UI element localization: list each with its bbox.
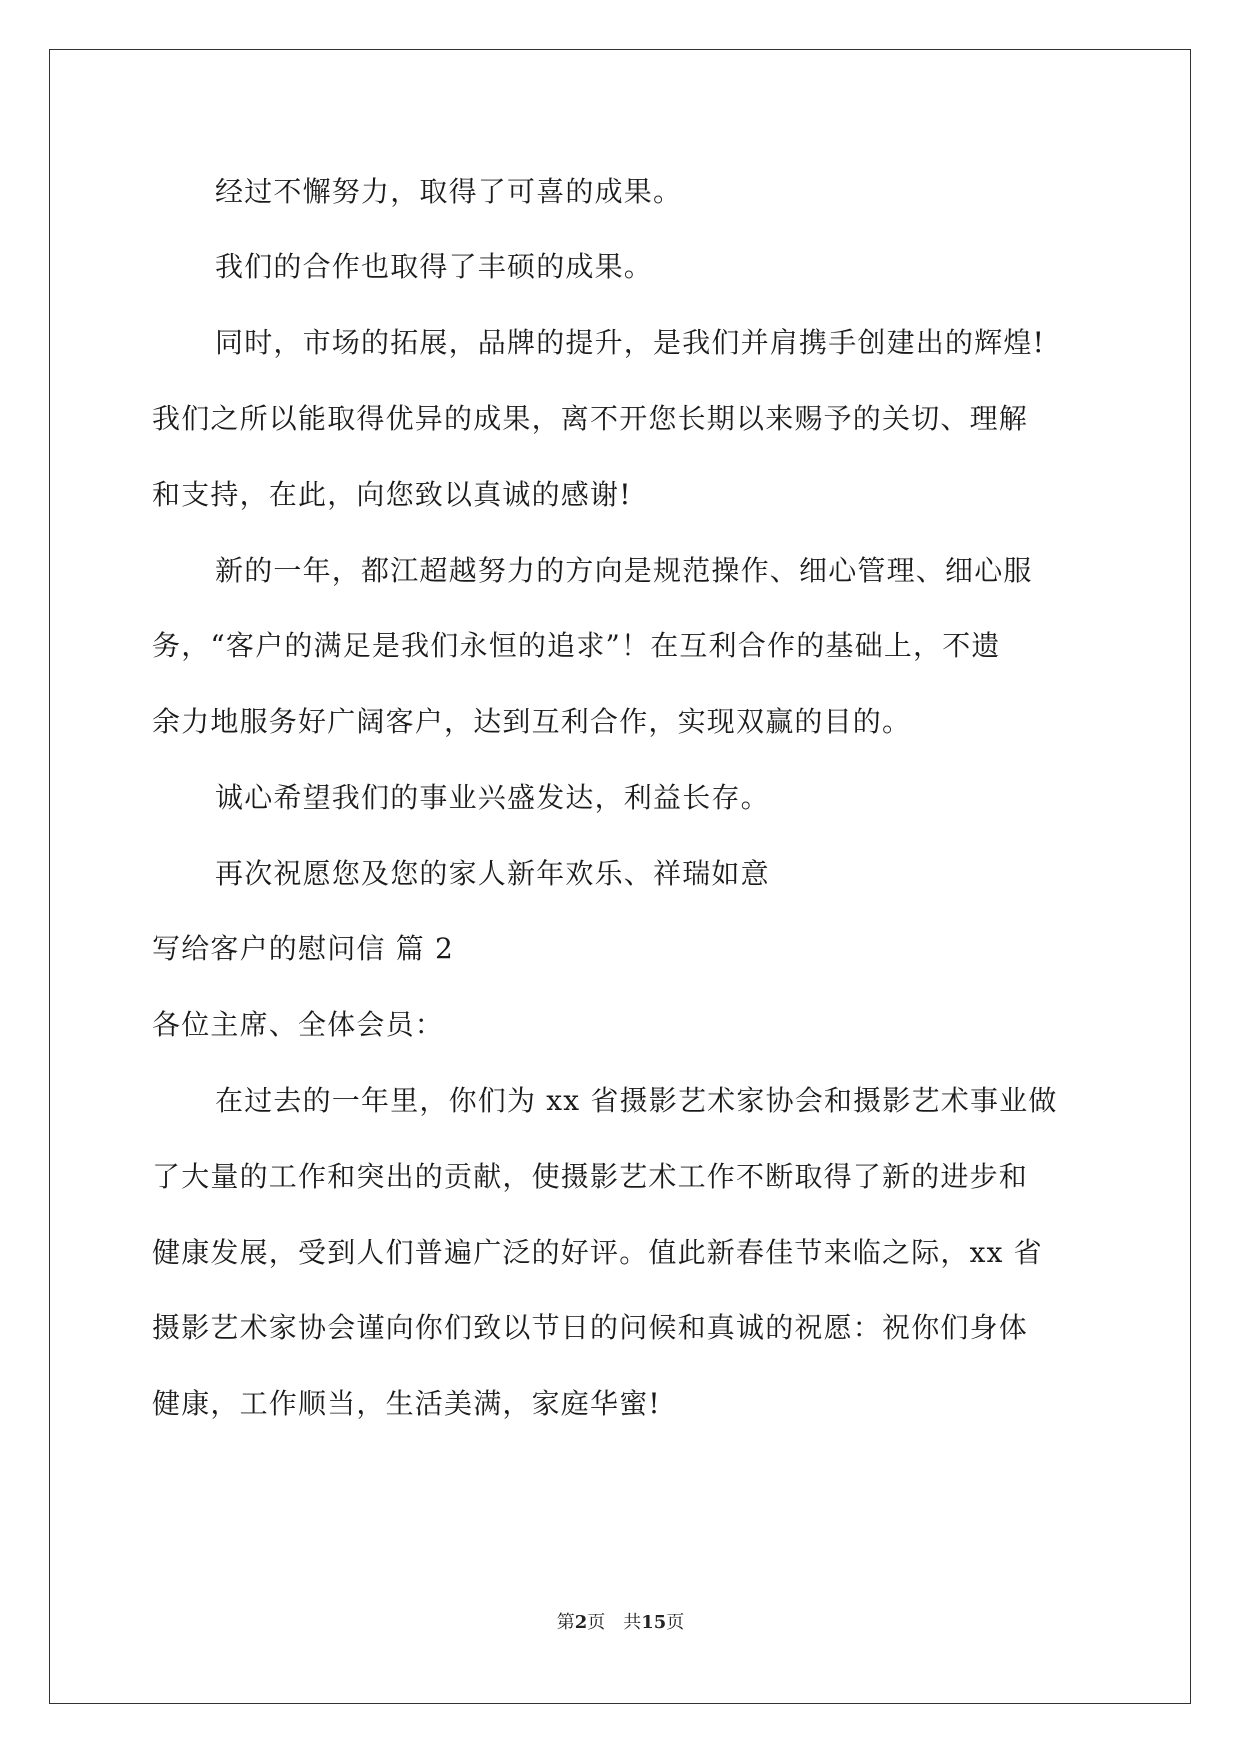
paragraph-line: 和支持，在此，向您致以真诚的感谢! xyxy=(152,478,632,511)
paragraph-line: 我们之所以能取得优异的成果，离不开您长期以来赐予的关切、理解 xyxy=(152,402,1029,435)
paragraph-line: 再次祝愿您及您的家人新年欢乐、祥瑞如意 xyxy=(215,857,770,890)
footer-total-suffix: 页 xyxy=(666,1612,685,1633)
paragraph-line: 诚心希望我们的事业兴盛发达，利益长存。 xyxy=(215,781,770,814)
paragraph-line: 我们的合作也取得了丰硕的成果。 xyxy=(215,250,654,283)
footer-page-current: 2 xyxy=(574,1612,588,1633)
paragraph-line: 余力地服务好广阔客户，达到互利合作，实现双赢的目的。 xyxy=(152,705,912,738)
paragraph-line: 健康，工作顺当，生活美满，家庭华蜜! xyxy=(152,1387,661,1420)
paragraph-line: 新的一年，都江超越努力的方向是规范操作、细心管理、细心服 xyxy=(215,554,1033,587)
paragraph-line: 同时，市场的拓展，品牌的提升，是我们并肩携手创建出的辉煌! xyxy=(215,326,1046,359)
footer-page-prefix: 第 xyxy=(556,1612,575,1633)
paragraph-line: 经过不懈努力，取得了可喜的成果。 xyxy=(215,175,683,208)
footer-page-suffix: 页 xyxy=(587,1612,606,1633)
paragraph-line: 在过去的一年里，你们为 xx 省摄影艺术家协会和摄影艺术事业做 xyxy=(215,1084,1058,1117)
paragraph-line: 健康发展，受到人们普遍广泛的好评。值此新春佳节来临之际，xx 省 xyxy=(152,1236,1043,1269)
footer-total-prefix: 共 xyxy=(623,1612,642,1633)
section-heading: 写给客户的慰问信 篇 2 xyxy=(152,932,455,965)
paragraph-line: 了大量的工作和突出的贡献，使摄影艺术工作不断取得了新的进步和 xyxy=(152,1160,1029,1193)
paragraph-line: 摄影艺术家协会谨向你们致以节日的问候和真诚的祝愿：祝你们身体 xyxy=(152,1311,1029,1344)
page-footer xyxy=(0,1612,1241,1634)
salutation: 各位主席、全体会员： xyxy=(152,1008,445,1041)
footer-page-total: 15 xyxy=(641,1612,667,1633)
paragraph-line: 务，“客户的满足是我们永恒的追求”！在互利合作的基础上，不遗 xyxy=(152,629,1001,662)
